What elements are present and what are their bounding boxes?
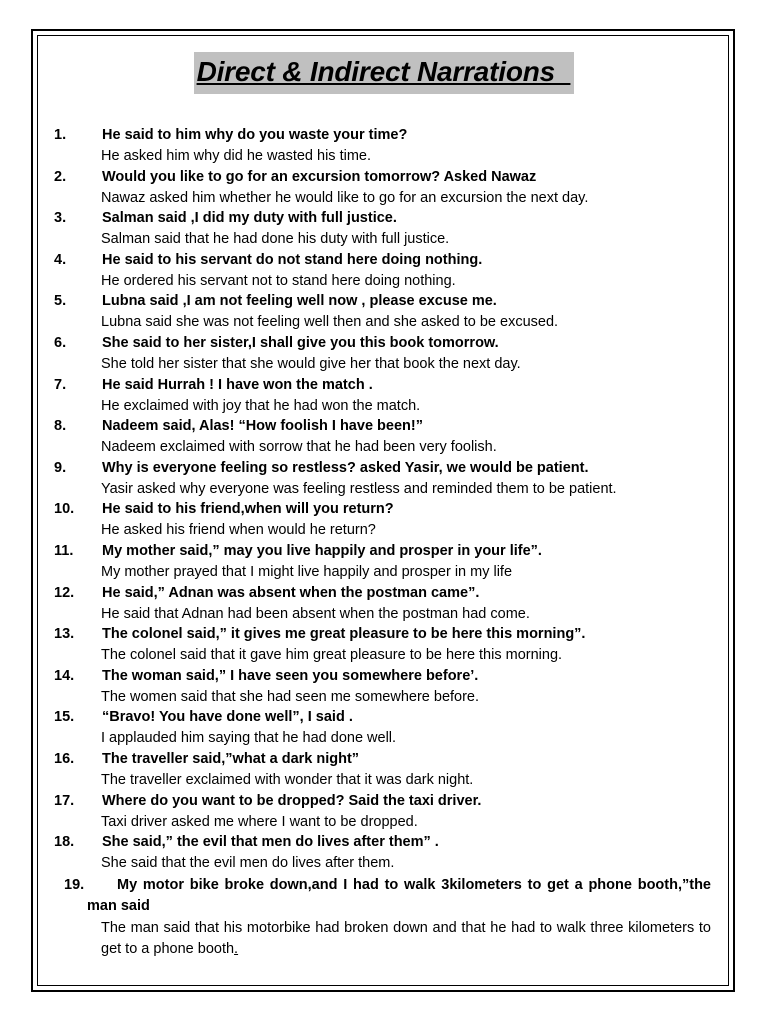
direct-sentence: Why is everyone feeling so restless? asked Yasir, we would be patient. <box>102 459 589 476</box>
list-item <box>0 375 768 417</box>
item-number: 3. <box>54 210 67 227</box>
direct-sentence: He said Hurrah ! I have won the match . <box>102 376 373 393</box>
item-number: 14. <box>54 667 75 684</box>
direct-sentence: The traveller said,”what a dark night” <box>102 750 360 767</box>
indirect-sentence: She said that the evil men do lives after them. <box>101 855 395 872</box>
indirect-sentence: He ordered his servant not to stand here doing nothing. <box>101 272 456 289</box>
direct-sentence: Where do you want to be dropped? Said the taxi driver. <box>102 792 482 809</box>
list-item <box>0 666 768 708</box>
direct-sentence: My motor bike broke down,and I had to walk 3kilometers to get a phone booth,”the man said <box>87 877 711 914</box>
indirect-sentence: Nawaz asked him whether he would like to go for an excursion the next day. <box>101 189 589 206</box>
indirect-sentence: The women said that she had seen me somewhere before. <box>101 688 480 705</box>
list-item <box>0 832 768 874</box>
item-number: 19. <box>64 877 85 893</box>
page-title: Direct & Indirect Narrations_ <box>194 52 575 94</box>
list-item <box>0 624 768 666</box>
item-number: 11. <box>54 542 74 559</box>
list-item <box>0 791 768 833</box>
direct-sentence: “Bravo! You have done well”, I said . <box>102 709 353 726</box>
direct-sentence: The woman said,” I have seen you somewhere before’. <box>102 667 479 684</box>
item-number: 1. <box>54 127 67 143</box>
direct-sentence: He said,” Adnan was absent when the postman came”. <box>102 584 480 601</box>
list-item <box>0 583 768 625</box>
list-item <box>0 749 768 791</box>
narration-list <box>0 125 768 874</box>
item-number: 16. <box>54 750 75 767</box>
direct-sentence: She said to her sister,I shall give you this book tomorrow. <box>102 334 499 351</box>
item-number: 9. <box>54 459 67 476</box>
indirect-sentence: I applauded him saying that he had done well. <box>101 730 397 747</box>
direct-sentence: Lubna said ,I am not feeling well now , please excuse me. <box>102 293 497 310</box>
list-item <box>0 416 768 458</box>
item-number: 2. <box>54 168 67 185</box>
list-item <box>0 333 768 375</box>
direct-sentence: Salman said ,I did my duty with full justice. <box>102 210 397 227</box>
indirect-sentence: The colonel said that it gave him great pleasure to be here this morning. <box>101 647 563 664</box>
item-number: 17. <box>54 792 75 809</box>
indirect-sentence: Yasir asked why everyone was feeling restless and reminded them to be patient. <box>101 480 617 497</box>
indirect-sentence-text: The man said that his motorbike had broken down and that he had to walk three kilometers to get to a phone booth <box>101 920 711 957</box>
direct-sentence: My mother said,” may you live happily and prosper in your life”. <box>102 542 542 559</box>
indirect-sentence: He exclaimed with joy that he had won the match. <box>101 397 421 414</box>
list-item <box>0 250 768 292</box>
item-number: 5. <box>54 293 67 310</box>
indirect-sentence: Taxi driver asked me where I want to be dropped. <box>101 813 418 830</box>
list-item <box>0 499 768 541</box>
item-number: 8. <box>54 418 67 435</box>
direct-sentence: The colonel said,” it gives me great pleasure to be here this morning”. <box>102 626 586 643</box>
item-number: 13. <box>54 626 75 643</box>
list-item <box>0 167 768 209</box>
list-item <box>0 458 768 500</box>
indirect-sentence: My mother prayed that I might live happily and prosper in my life <box>101 563 513 580</box>
list-item <box>0 208 768 250</box>
list-item <box>0 707 768 749</box>
indirect-sentence <box>101 918 711 960</box>
indirect-sentence: He asked him why did he wasted his time. <box>101 148 371 164</box>
direct-sentence: She said,” the evil that men do lives after them” . <box>102 834 439 851</box>
direct-sentence: He said to him why do you waste your time? <box>102 127 408 143</box>
item-number: 12. <box>54 584 75 601</box>
indirect-sentence: He said that Adnan had been absent when the postman had come. <box>101 605 530 622</box>
item-number: 18. <box>54 834 75 851</box>
item-number: 6. <box>54 334 67 351</box>
item-number: 4. <box>54 251 67 268</box>
direct-sentence: Nadeem said, Alas! “How foolish I have been!” <box>102 418 423 435</box>
item-number: 7. <box>54 376 67 393</box>
list-item <box>0 541 768 583</box>
item-number: 15. <box>54 709 75 726</box>
direct-sentence: He said to his friend,when will you return? <box>102 501 394 518</box>
list-item <box>0 291 768 333</box>
direct-sentence: Would you like to go for an excursion tomorrow? Asked Nawaz <box>102 168 537 185</box>
indirect-sentence: Lubna said she was not feeling well then and she asked to be excused. <box>101 314 559 331</box>
indirect-sentence: Salman said that he had done his duty with full justice. <box>101 231 450 248</box>
indirect-sentence: The traveller exclaimed with wonder that it was dark night. <box>101 771 474 788</box>
indirect-sentence: Nadeem exclaimed with sorrow that he had been very foolish. <box>101 439 497 456</box>
indirect-sentence: He asked his friend when would he return? <box>101 522 376 539</box>
item-number: 10. <box>54 501 75 518</box>
list-item <box>0 125 768 167</box>
indirect-sentence-end: . <box>234 941 239 957</box>
direct-sentence: He said to his servant do not stand here doing nothing. <box>102 251 483 268</box>
title-container <box>0 52 768 94</box>
indirect-sentence: She told her sister that she would give her that book the next day. <box>101 355 521 372</box>
